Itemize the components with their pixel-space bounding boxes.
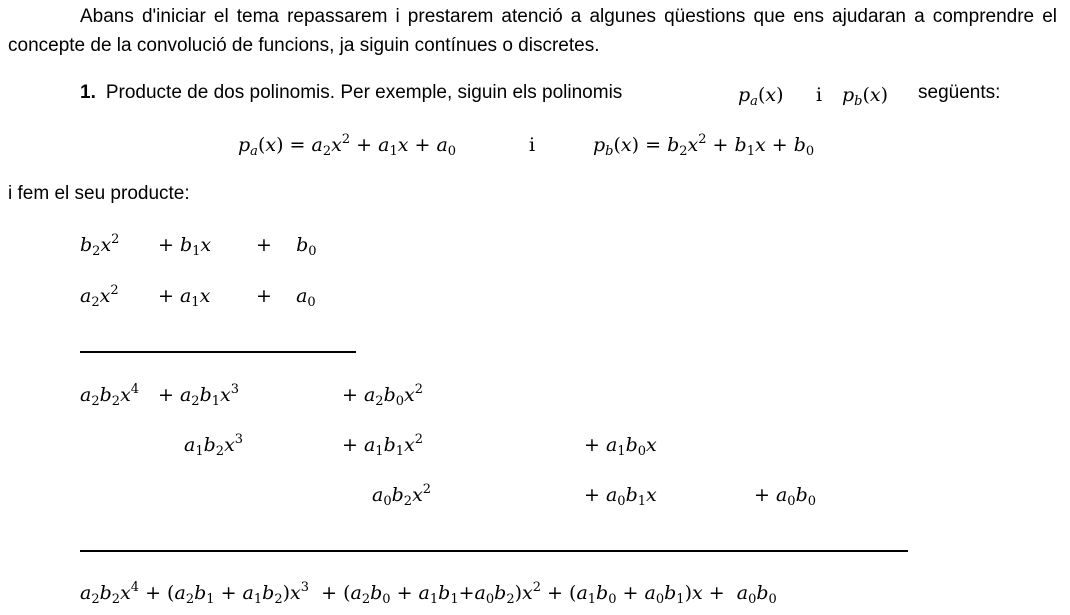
- item-number: 1.: [80, 82, 96, 103]
- pp-a0b1: + $a_0b_1x$: [584, 484, 657, 509]
- intro-paragraph: [8, 2, 1057, 60]
- item-text: Producte de dos polinomis. Per exemple, siguin els polinomis: [105, 82, 623, 103]
- row-a-term2: $a_2x^2$: [80, 283, 119, 310]
- item-1: [80, 82, 622, 104]
- intro-text: Abans d'iniciar el tema repassarem i prestarem atenció a algunes qüestions que ens ajudaran a comprendre el concepte de la convolució de funcions, ja siguin contínues o discretes.: [8, 6, 1057, 56]
- row-a-term1: + $a_1x$: [158, 285, 211, 310]
- product-result: $a_2b_2x^4 + (a_2b_1 + a_1b_2)x^3 + (a_2b_0 + a_1b_1+a_0b_2)x^2 + (a_1b_0 + a_0b_1)x + a_0b_0$: [80, 580, 777, 607]
- pp-a1b2: $a_1b_2x^3$: [184, 432, 244, 459]
- pp-a2b1: + $a_2b_1x^3$: [158, 382, 240, 409]
- pb-symbol: $p_b(x)$: [842, 84, 889, 109]
- long-rule: [80, 550, 908, 552]
- row-b-term0: + $b_0$: [256, 234, 317, 259]
- row-b-term2: $b_2x^2$: [80, 232, 120, 259]
- pp-a2b0: + $a_2b_0x^2$: [342, 382, 424, 409]
- conj-i-2: i: [529, 134, 536, 156]
- item-after: següents:: [918, 82, 1001, 103]
- short-rule: [80, 351, 356, 353]
- pp-a1b0: + $a_1b_0x$: [584, 434, 657, 459]
- pp-a2b2: $a_2b_2x^4$: [80, 382, 140, 409]
- row-b-term1: + $b_1x$: [158, 234, 212, 259]
- product-intro: i fem el seu producte:: [8, 183, 190, 204]
- pp-a1b1: + $a_1b_1x^2$: [342, 432, 424, 459]
- pb-definition: $p_b(x) = b_2x^2 + b_1x + b_0$: [593, 132, 815, 159]
- pp-a0b0: + $a_0b_0$: [754, 484, 817, 509]
- row-a-term0: + $a_0$: [256, 285, 316, 310]
- pa-definition: $p_a(x) = a_2x^2 + a_1x + a_0$: [238, 132, 457, 159]
- conj-i-1: i: [816, 84, 823, 106]
- pa-symbol: $p_a(x)$: [738, 84, 784, 109]
- pp-a0b2: $a_0b_2x^2$: [372, 482, 432, 509]
